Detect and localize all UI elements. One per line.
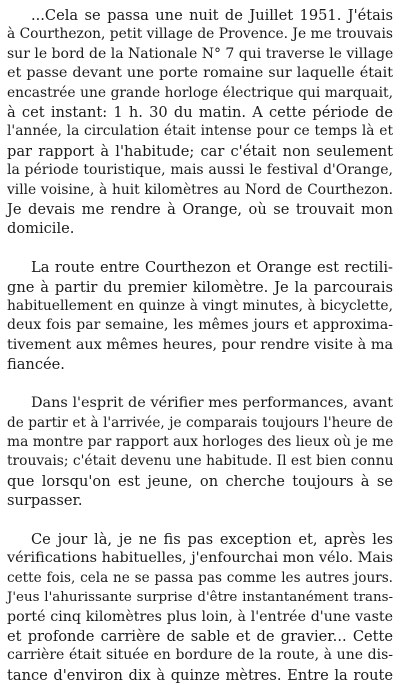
text-line: la période touristique, mais aussi le festival d'Orange, [7,162,393,179]
text-line: par rapport à l'habitude; car c'était non seulement [7,142,393,160]
text-line: porté cinq kilomètres plus loin, à l'entrée d'une vaste [7,608,393,625]
paragraph-1 [7,6,393,239]
text-line: trouvais; c'était devenu une habitude. Il est bien connu [7,453,394,470]
text-line: tance d'environ dix à quinze mètres. Entre la route [7,666,393,684]
text-line: surpasser. [7,492,83,510]
text-line: ...Cela se passa une nuit de Juillet 1951. J'étais [31,7,393,24]
text-line: deux fois par semaine, les mêmes jours et approxima- [7,317,393,334]
text-line: cette fois, cela ne se passa pas comme les autres jours. [7,569,393,586]
text-line: habituellement en quinze à vingt minutes, à bicyclette, [7,298,393,315]
text-line: vérifications habituelles, j'enfourchai mon vélo. Mais [7,550,393,567]
paragraph-2 [7,258,393,374]
text-line: J'eus l'ahurissante surprise d'être instantanément trans- [7,590,393,606]
paragraph-gap [7,511,393,530]
text-line: à Courthezon, petit village de Provence. Je me trouvais [7,26,393,43]
text-line: Ce jour là, je ne fis pas exception et, après les [31,530,393,548]
text-line: de partir et à l'arrivée, je comparais toujours l'heure de [7,414,393,431]
text-line: tivement aux mêmes heures, pour rendre visite à ma [7,336,394,353]
text-line: Je devais me rendre à Orange, où se trouvait mon [7,201,393,219]
text-line: ma montre par rapport aux horloges des lieux où je me [7,433,394,450]
text-line: et passe devant une porte romaine sur laquelle était [7,65,393,82]
text-line: carrière était située en bordure de la route, à une dis- [7,647,393,664]
paragraph-gap [7,239,393,258]
text-line: l'année, la circulation était intense pour ce temps là et [7,123,393,140]
text-line: ville voisine, à huit kilomètres au Nord de Courthezon. [7,181,393,198]
text-line: et profonde carrière de sable et de gravier... Cette [7,627,393,645]
text-line: que lorsqu'on est jeune, on cherche toujours à se [7,472,393,490]
text-line: La route entre Courthezon et Orange est rectili- [31,259,393,277]
paragraph-3 [7,394,393,510]
text-line: gne à partir du premier kilomètre. Je la parcourais [7,278,393,296]
text-line: à cet instant: 1 h. 30 du matin. A cette période de [7,104,393,122]
text-line: domicile. [7,220,75,238]
paragraph-4 [7,530,393,685]
paragraph-gap [7,375,393,394]
text-line: encastrée une grande horloge électrique qui marquait, [7,84,393,101]
text-line: fiancée. [7,356,65,374]
document-page [7,6,393,685]
text-line: Dans l'esprit de vérifier mes performances, avant [31,395,393,412]
text-line: sur le bord de la Nationale N° 7 qui traverse le village [7,45,394,62]
